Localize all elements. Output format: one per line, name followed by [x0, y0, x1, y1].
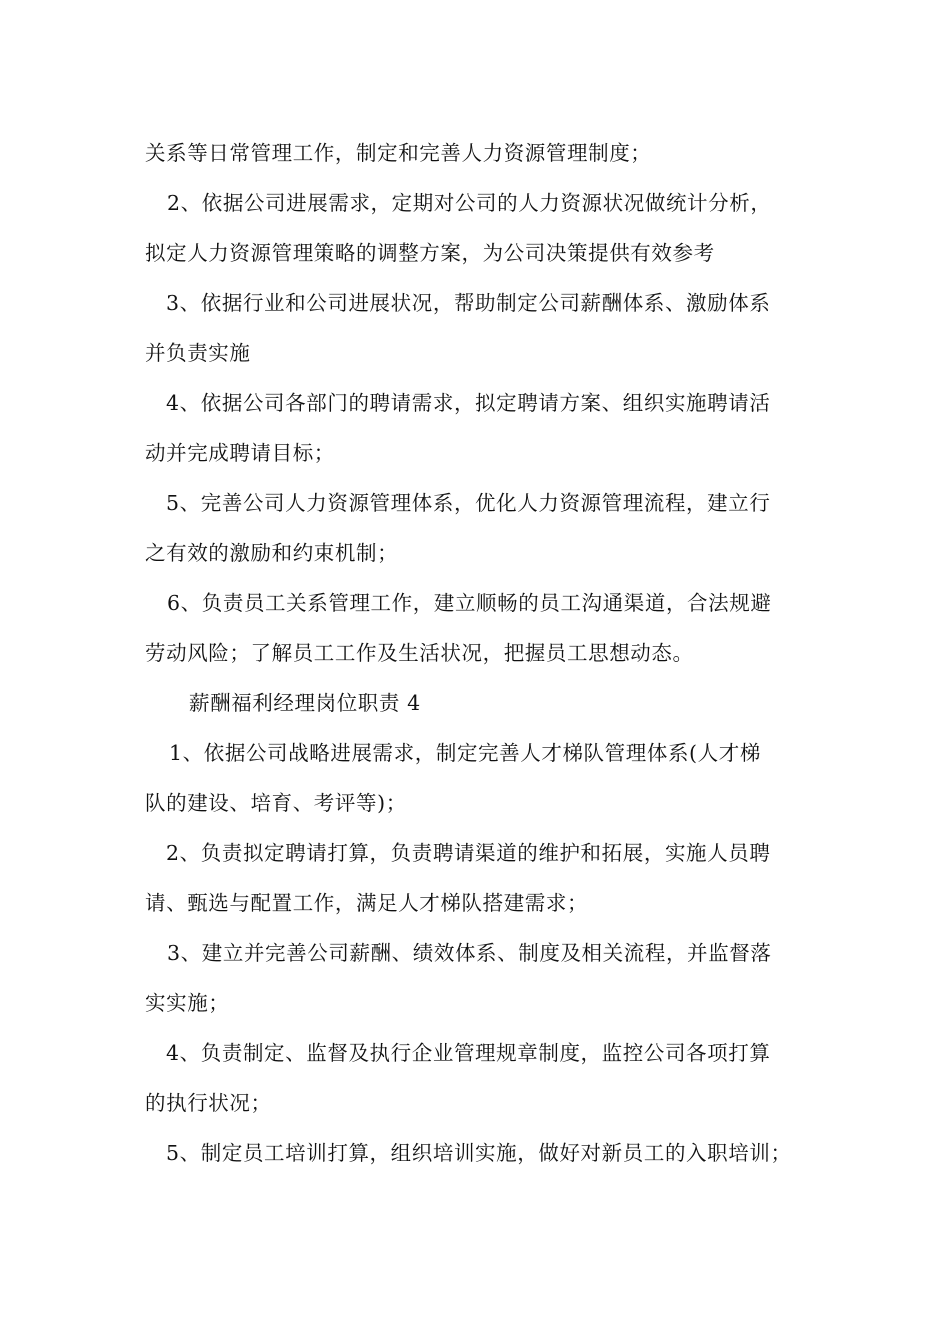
text-line: 实实施； [145, 991, 230, 1015]
text-line: 并负责实施 [145, 341, 251, 365]
document-body [145, 128, 825, 1178]
text-line: 6、负责员工关系管理工作，建立顺畅的员工沟通渠道，合法规避 [167, 591, 772, 615]
section-heading: 薪酬福利经理岗位职责 4 [189, 691, 421, 715]
text-line: 4、依据公司各部门的聘请需求，拟定聘请方案、组织实施聘请活 [166, 391, 771, 415]
text-line: 队的建设、培育、考评等)； [145, 791, 407, 815]
text-line: 2、负责拟定聘请打算，负责聘请渠道的维护和拓展，实施人员聘 [166, 841, 771, 865]
text-line: 拟定人力资源管理策略的调整方案，为公司决策提供有效参考 [145, 241, 715, 265]
text-line: 之有效的激励和约束机制； [145, 541, 399, 565]
text-line: 关系等日常管理工作，制定和完善人力资源管理制度； [145, 141, 652, 165]
text-line: 动并完成聘请目标； [145, 441, 335, 465]
text-line: 3、建立并完善公司薪酬、绩效体系、制度及相关流程，并监督落 [167, 941, 772, 965]
text-line: 的执行状况； [145, 1091, 272, 1115]
text-line: 劳动风险；了解员工工作及生活状况，把握员工思想动态。 [145, 641, 694, 665]
text-line: 5、完善公司人力资源管理体系，优化人力资源管理流程，建立行 [166, 491, 771, 515]
text-line: 4、负责制定、监督及执行企业管理规章制度，监控公司各项打算 [166, 1041, 771, 1065]
text-line: 3、依据行业和公司进展状况，帮助制定公司薪酬体系、激励体系 [166, 291, 771, 315]
text-line: 5、制定员工培训打算，组织培训实施，做好对新员工的入职培训； [166, 1141, 792, 1165]
text-line: 请、甄选与配置工作，满足人才梯队搭建需求； [145, 891, 589, 915]
text-line: 2、依据公司进展需求，定期对公司的人力资源状况做统计分析， [167, 191, 772, 215]
text-line: 1、依据公司战略进展需求，制定完善人才梯队管理体系(人才梯 [169, 741, 761, 765]
